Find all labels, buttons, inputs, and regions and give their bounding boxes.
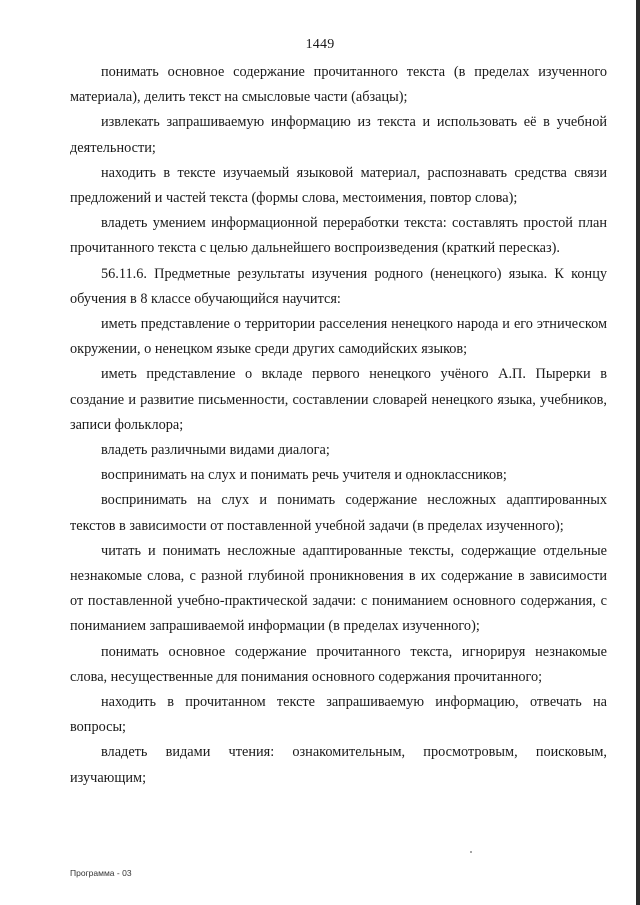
paragraph: находить в прочитанном тексте запрашиваемую информацию, отвечать на вопросы; — [70, 694, 607, 736]
paragraph: извлекать запрашиваемую информацию из текста и использовать её в учебной деятельности; — [70, 114, 607, 156]
paragraph: читать и понимать несложные адаптированные тексты, содержащие отдельные незнакомые слова, с разной глубиной проникновения в их содержание в зависимости от поставленной учебно-практической задачи: с пониманием основного содержания, с пониманием запрашиваемой информации (в пределах изученного); — [70, 542, 607, 635]
paragraph: владеть различными видами диалога; — [101, 442, 330, 459]
paragraph: 56.11.6. Предметные результаты изучения родного (ненецкого) языка. К концу обучения в 8 классе обучающийся научится: — [70, 265, 607, 307]
paragraph: понимать основное содержание прочитанного текста, игнорируя незнакомые слова, несущественные для понимания основного содержания прочитанного; — [70, 643, 607, 685]
scan-speck — [470, 851, 472, 853]
paragraph: владеть умением информационной переработки текста: составлять простой план прочитанного текста с целью дальнейшего воспроизведения (краткий пересказ). — [70, 215, 607, 257]
paragraph: иметь представление о вкладе первого ненецкого учёного А.П. Пырерки в создание и развитие письменности, составлении словарей ненецкого языка, учебников, записи фольклора; — [70, 366, 607, 433]
paragraph: воспринимать на слух и понимать речь учителя и одноклассников; — [101, 467, 507, 484]
paragraph: воспринимать на слух и понимать содержание несложных адаптированных текстов в зависимости от поставленной учебной задачи (в пределах изученного); — [70, 492, 607, 534]
paragraph: понимать основное содержание прочитанного текста (в пределах изученного материала), делить текст на смысловые части (абзацы); — [70, 64, 607, 106]
page-number: 1449 — [305, 37, 335, 52]
body-text — [70, 60, 607, 791]
paragraph: находить в тексте изучаемый языковой материал, распознавать средства связи предложений и частей текста (формы слова, местоимения, повтор слова); — [70, 164, 607, 207]
page-edge-shadow — [636, 0, 640, 905]
paragraph: владеть видами чтения: ознакомительным, просмотровым, поисковым, изучающим; — [70, 744, 607, 786]
paragraph: иметь представление о территории расселения ненецкого народа и его этническом окружении, о ненецком языке среди других самодийских языков; — [70, 316, 607, 358]
footer-program-code: Программа - 03 — [70, 868, 132, 878]
